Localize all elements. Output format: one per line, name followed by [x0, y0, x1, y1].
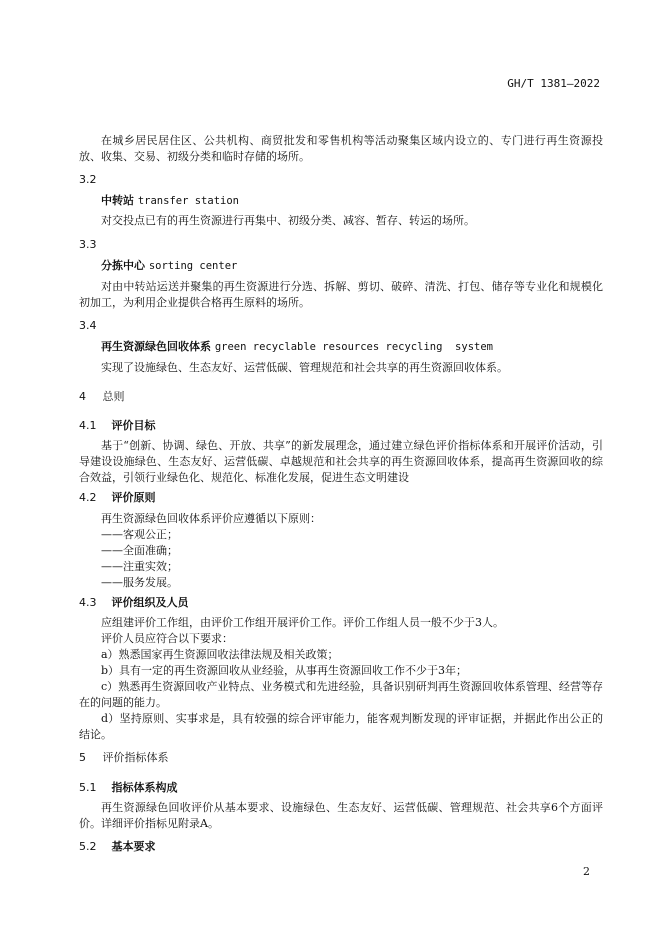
term-3-4 [101, 339, 493, 355]
section-4-3-text-2: 评价人员应符合以下要求： [101, 632, 233, 645]
section-title: 评价原则 [111, 491, 156, 504]
section-5-2-heading [79, 839, 156, 855]
clause-number-3-4: 3.4 [79, 319, 97, 332]
section-number: 5.2 [79, 840, 97, 853]
section-number: 4.1 [79, 419, 97, 432]
principle-item: ——客观公正； [101, 528, 178, 541]
chapter-number: 4 [79, 390, 86, 403]
section-5-1-text: 再生资源绿色回收评价从基本要求、设施绿色、生态友好、运营低碳、管理规范、社会共享6个方面评价。详细评价指标见附录A。 [79, 801, 603, 830]
section-4-3-text-1: 应组建评价工作组，由评价工作组开展评价工作。评价工作组人员一般不少于3人。 [101, 616, 504, 629]
term-3-2 [101, 193, 239, 209]
principle-item: ——注重实效； [101, 560, 178, 573]
principle-item: ——全面准确； [101, 544, 178, 557]
term-cn: 分拣中心 [101, 259, 145, 272]
section-title: 评价组织及人员 [111, 596, 189, 609]
clause-number-3-2: 3.2 [79, 173, 97, 186]
requirement-item-c: c）熟悉再生资源回收产业特点、业务模式和先进经验，具备识别研判再生资源回收体系管理、经营等存在的问题的能力。 [79, 680, 603, 709]
section-title: 评价目标 [111, 419, 156, 432]
principle-item: ——服务发展。 [101, 576, 178, 589]
chapter-title: 评价指标体系 [102, 751, 169, 764]
requirement-item-a: a）熟悉国家再生资源回收法律法规及相关政策； [101, 648, 339, 661]
section-number: 4.3 [79, 596, 97, 609]
section-number: 4.2 [79, 491, 97, 504]
chapter-5-heading [79, 750, 169, 766]
term-cn: 中转站 [101, 194, 134, 207]
section-number: 5.1 [79, 781, 97, 794]
requirement-item-d: d）坚持原则、实事求是，具有较强的综合评审能力，能客观判断发现的评审证据，并据此作出公正的结论。 [79, 712, 603, 741]
term-3-3 [101, 258, 237, 274]
section-title: 基本要求 [111, 840, 156, 853]
chapter-number: 5 [79, 751, 86, 764]
term-en: green recyclable resources recycling system [214, 341, 493, 353]
term-en: transfer station [137, 195, 239, 207]
section-4-3-heading [79, 595, 189, 611]
section-4-2-intro: 再生资源绿色回收体系评价应遵循以下原则： [101, 512, 321, 525]
section-5-1-heading [79, 780, 178, 796]
definition-3-1-text: 在城乡居民居住区、公共机构、商贸批发和零售机构等活动聚集区域内设立的、专门进行再生资源投放、收集、交易、初级分类和临时存储的场所。 [79, 134, 603, 163]
section-title: 指标体系构成 [111, 781, 178, 794]
section-4-1-text: 基于“创新、协调、绿色、开放、共享”的新发展理念，通过建立绿色评价指标体系和开展评价活动，引导建设设施绿色、生态友好、运营低碳、卓越规范和社会共享的再生资源回收体系，提高再生资源回收的综合效益，引领行业绿色化、规范化、标准化发展，促进生态文明建设 [79, 439, 603, 484]
section-4-2-heading [79, 490, 156, 506]
chapter-title: 总则 [102, 390, 125, 403]
definition-3-3-text: 对由中转站运送并聚集的再生资源进行分选、拆解、剪切、破碎、清洗、打包、储存等专业化和规模化初加工，为利用企业提供合格再生原料的场所。 [79, 280, 603, 309]
document-code: GH/T 1381—2022 [507, 77, 600, 90]
term-en: sorting center [148, 260, 238, 272]
definition-3-4-text: 实现了设施绿色、生态友好、运营低碳、管理规范和社会共享的再生资源回收体系。 [101, 361, 508, 374]
term-cn: 再生资源绿色回收体系 [101, 340, 211, 353]
chapter-4-heading [79, 389, 125, 405]
section-4-1-heading [79, 418, 156, 434]
clause-number-3-3: 3.3 [79, 238, 97, 251]
page-number: 2 [583, 865, 590, 878]
definition-3-2-text: 对交投点已有的再生资源进行再集中、初级分类、减容、暂存、转运的场所。 [101, 214, 475, 227]
requirement-item-b: b）具有一定的再生资源回收从业经验，从事再生资源回收工作不少于3年； [101, 664, 468, 677]
